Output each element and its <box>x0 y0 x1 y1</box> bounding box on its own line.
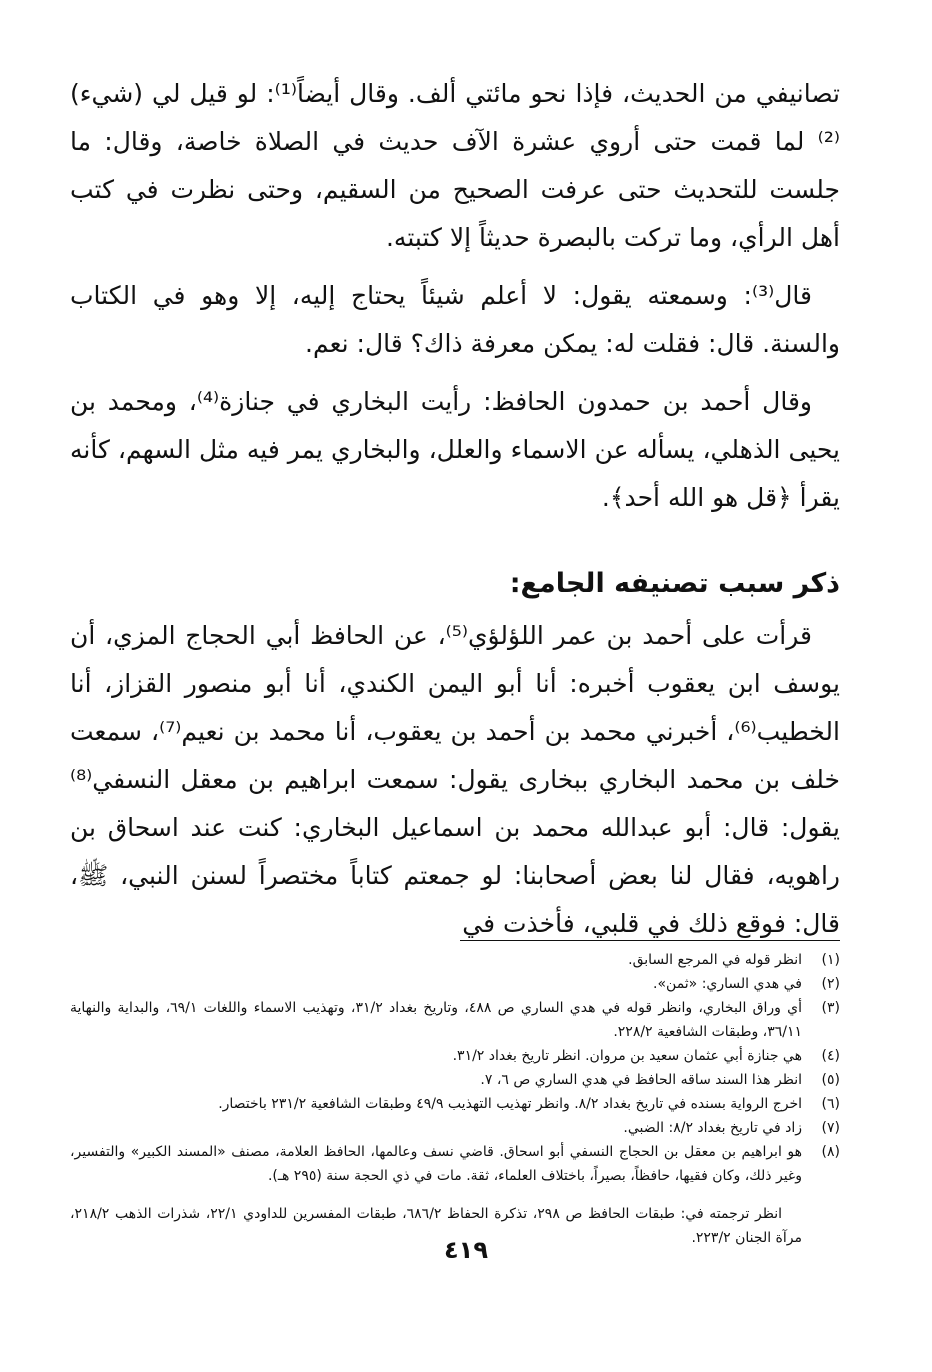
footnote-text: اخرج الرواية بسنده في تاريخ بغداد ٨/٢. وانظر تهذيب التهذيب ٤٩/٩ وطبقات الشافعية ٢٣١/٢ باختصار. <box>218 1096 802 1112</box>
footnotes <box>70 948 840 1250</box>
footnote-number: (٦) <box>821 1096 840 1112</box>
body-paragraph-1: تصانيفي من الحديث، فإذا نحو مائتي ألف. وقال أيضاً⁽¹⁾: لو قيل لي (شيء)⁽²⁾ لما قمت حتى أروي عشرة الآف حديث في الصلاة خاصة، وقال: ما جلست للتحديث حتى عرفت الصحيح من السقيم، وحتى نظرت في كتب أهل الرأي، وما تركت بالبصرة حديثاً إلا كتبته. <box>70 79 840 252</box>
footnote-item <box>70 1044 840 1068</box>
footnote-text: زاد في تاريخ بغداد ٨/٢: الضبي. <box>623 1120 802 1136</box>
section-heading: ذكر سبب تصنيفه الجامع: <box>509 568 840 599</box>
footnote-sources: انظر ترجمته في: طبقات الحافظ ص ٢٩٨، تذكرة الحفاظ ٦٨٦/٢، طبقات المفسرين للداودي ٢٢/١، شذرات الذهب ٢١٨/٢، مرآة الجنان ٢٢٣/٢. <box>70 1206 802 1246</box>
footnote-number: (٥) <box>821 1072 840 1088</box>
footnote-item <box>70 948 840 972</box>
page-body <box>70 70 840 1246</box>
footnote-item <box>70 1140 840 1188</box>
footnote-item <box>70 1068 840 1092</box>
footnote-text: أي وراق البخاري، وانظر قوله في هدي الساري ص ٤٨٨، وتاريخ بغداد ٣١/٢، وتهذيب الاسماء واللغات ٦٩/١، والبداية والنهاية ٣٦/١١، وطبقات الشافعية ٢٢٨/٢. <box>70 1000 803 1040</box>
footnote-number: (٧) <box>821 1120 840 1136</box>
footnote-text: هي جنازة أبي عثمان سعيد بن مروان. انظر تاريخ بغداد ٣١/٢. <box>452 1048 802 1064</box>
footnote-number: (٣) <box>821 1000 840 1016</box>
footnote-text: في هدي الساري: «ثمن». <box>653 976 802 992</box>
footnote-text: انظر قوله في المرجع السابق. <box>628 952 802 968</box>
footnote-item <box>70 1092 840 1116</box>
footnote-text: انظر هذا السند ساقه الحافظ في هدي الساري ص ٦، ٧. <box>480 1072 802 1088</box>
section-paragraph: قرأت على أحمد بن عمر اللؤلؤي⁽⁵⁾، عن الحافظ أبي الحجاج المزي، أن يوسف ابن يعقوب أخبره: أنا أبو اليمن الكندي، أنا أبو منصور القزاز، أنا الخطيب⁽⁶⁾، أخبرني محمد بن أحمد بن يعقوب، أنا محمد بن نعيم⁽⁷⁾، سمعت خلف بن محمد البخاري ببخارى يقول: سمعت ابراهيم بن معقل النسفي⁽⁸⁾ يقول: قال: أبو عبدالله محمد بن اسماعيل البخاري: كنت عند اسحاق بن راهويه، فقال لنا بعض أصحابنا: لو جمعتم كتاباً مختصراً لسنن النبي، ﷺ، قال: فوقع ذلك في قلبي، فأخذت في <box>70 621 840 938</box>
footnote-number: (٨) <box>821 1144 840 1160</box>
footnote-item <box>70 972 840 996</box>
footnote-item <box>70 1116 840 1140</box>
footnote-text: هو ابراهيم بن معقل بن الحجاج النسفي أبو اسحاق. قاضي نسف وعالمها، الحافظ العلامة، مصنف «المسند الكبير» والتفسير، وغير ذلك، وكان فقيها، حافظاً، بصيراً، باختلاف العلماء، ثقة. مات في ذي الحجة سنة (٢٩٥ هـ). <box>70 1144 802 1184</box>
body-paragraph-3: وقال أحمد بن حمدون الحافظ: رأيت البخاري في جنازة⁽⁴⁾، ومحمد بن يحيى الذهلي، يسأله عن الاسماء والعلل، والبخاري يمر فيه مثل السهم، كأنه يقرأ ﴿قل هو الله أحد﴾. <box>70 387 840 512</box>
body-paragraph-2: قال⁽³⁾: وسمعته يقول: لا أعلم شيئاً يحتاج إليه، إلا وهو في الكتاب والسنة. قال: فقلت له: يمكن معرفة ذاك؟ قال: نعم. <box>70 281 840 358</box>
footnote-number: (٤) <box>821 1048 840 1064</box>
page-number: ٤١٩ <box>444 1236 488 1264</box>
footnote-item <box>70 996 840 1044</box>
footnote-divider <box>460 940 840 941</box>
footnote-number: (١) <box>821 952 840 968</box>
footnote-number: (٢) <box>821 976 840 992</box>
